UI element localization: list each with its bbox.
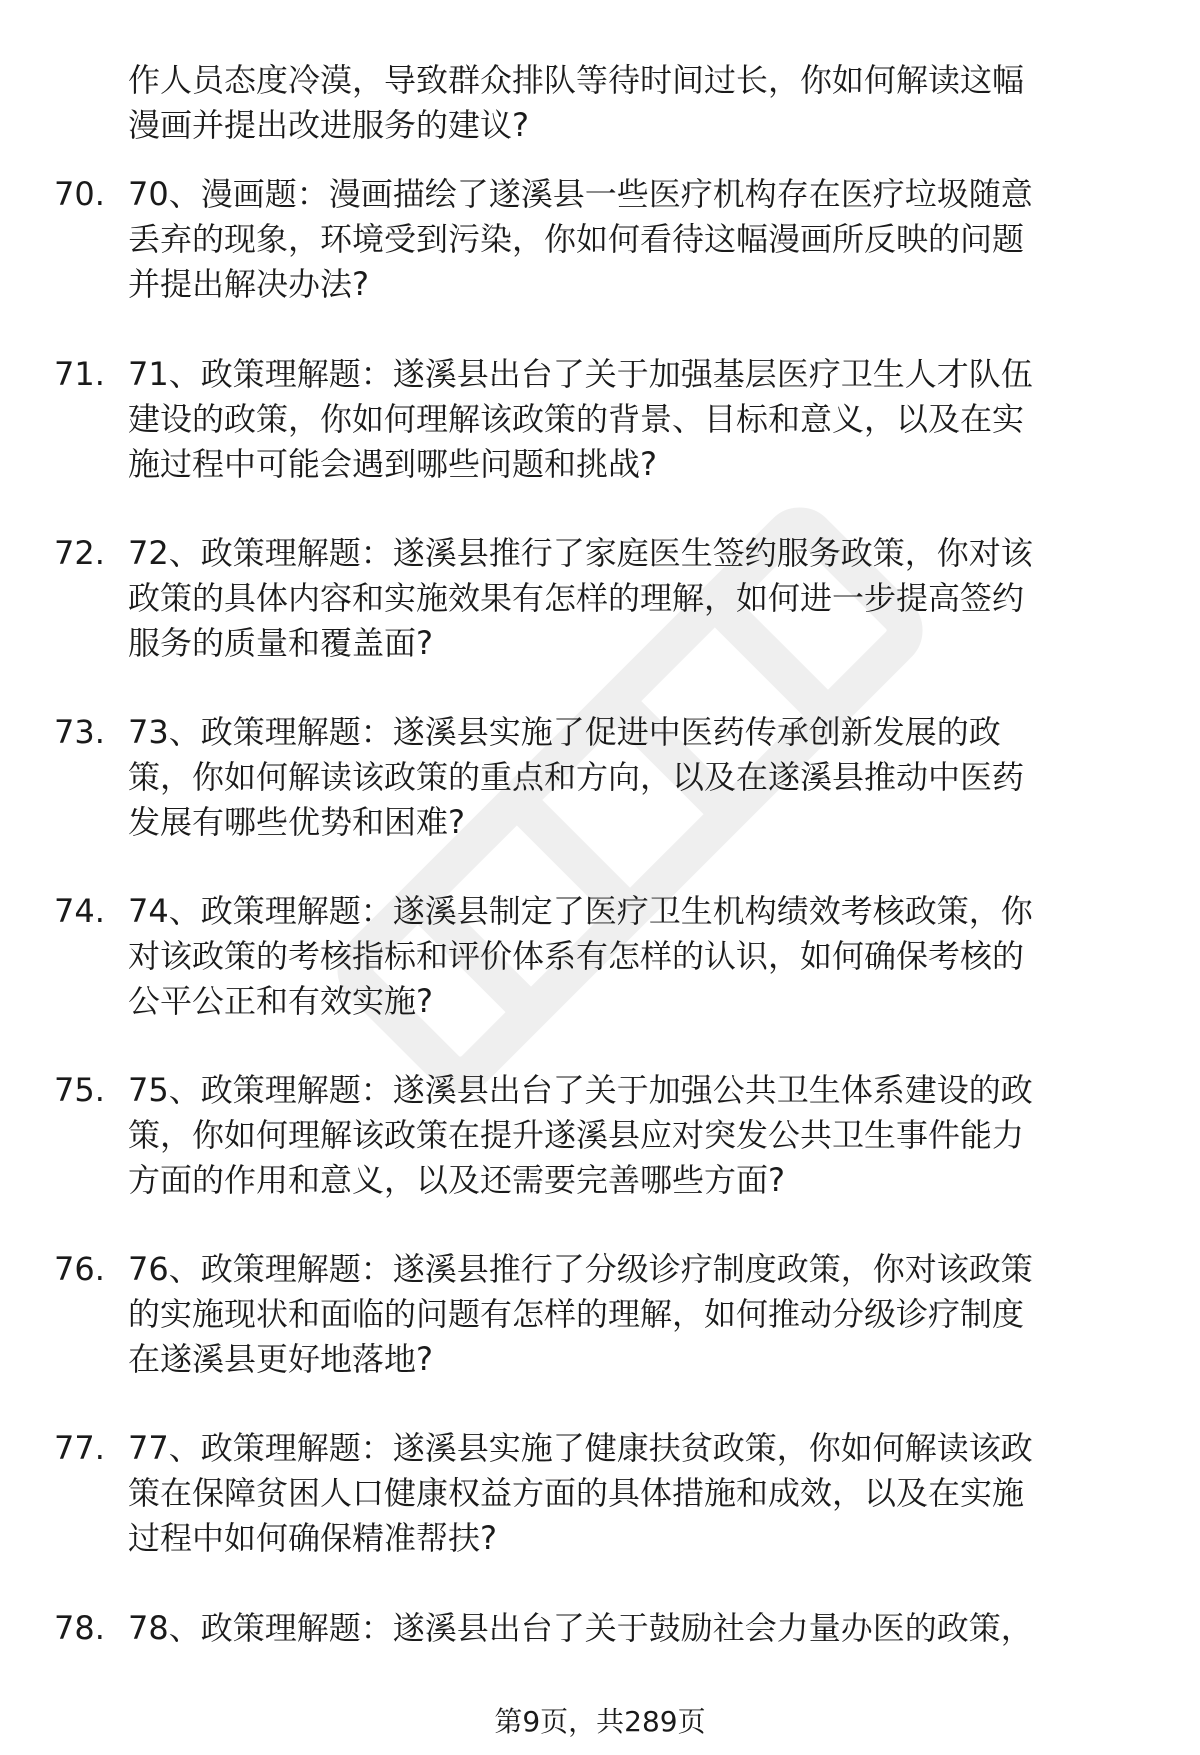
text-line: 公平公正和有效实施? — [128, 982, 433, 1020]
question-text — [128, 1426, 1158, 1561]
text-line: 策在保障贫困人口健康权益方面的具体措施和成效，以及在实施 — [128, 1474, 1025, 1512]
question-number: 75. — [54, 1071, 105, 1109]
text-line: 施过程中可能会遇到哪些问题和挑战? — [128, 445, 657, 483]
text-line: 在遂溪县更好地落地? — [128, 1340, 433, 1378]
text-line: 对该政策的考核指标和评价体系有怎样的认识，如何确保考核的 — [128, 937, 1025, 975]
text-line: 78、政策理解题：遂溪县出台了关于鼓励社会力量办医的政策， — [128, 1609, 1033, 1647]
text-line: 政策的具体内容和实施效果有怎样的理解，如何进一步提高签约 — [128, 579, 1025, 617]
question-number: 74. — [54, 892, 105, 930]
question-text — [128, 352, 1158, 487]
question-number: 77. — [54, 1429, 105, 1467]
text-line: 过程中如何确保精准帮扶? — [128, 1519, 497, 1557]
text-line: 策，你如何理解该政策在提升遂溪县应对突发公共卫生事件能力 — [128, 1116, 1025, 1154]
question-number: 72. — [54, 534, 105, 572]
text-line: 作人员态度冷漠，导致群众排队等待时间过长，你如何解读这幅 — [128, 61, 1025, 99]
text-line: 76、政策理解题：遂溪县推行了分级诊疗制度政策，你对该政策 — [128, 1250, 1033, 1288]
text-line: 72、政策理解题：遂溪县推行了家庭医生签约服务政策，你对该 — [128, 534, 1033, 572]
text-line: 77、政策理解题：遂溪县实施了健康扶贫政策，你如何解读该政 — [128, 1429, 1033, 1467]
text-line: 73、政策理解题：遂溪县实施了促进中医药传承创新发展的政 — [128, 713, 1001, 751]
text-line: 的实施现状和面临的问题有怎样的理解，如何推动分级诊疗制度 — [128, 1295, 1025, 1333]
question-text — [128, 172, 1158, 307]
text-line: 发展有哪些优势和困难? — [128, 803, 465, 841]
question-number: 78. — [54, 1609, 105, 1647]
text-line: 70、漫画题：漫画描绘了遂溪县一些医疗机构存在医疗垃圾随意 — [128, 175, 1033, 213]
question-text — [128, 1247, 1158, 1382]
text-line: 漫画并提出改进服务的建议? — [128, 106, 529, 144]
text-line: 策，你如何解读该政策的重点和方向，以及在遂溪县推动中医药 — [128, 758, 1025, 796]
question-text — [128, 531, 1158, 666]
question-text — [128, 710, 1158, 845]
text-line: 并提出解决办法? — [128, 265, 369, 303]
question-number: 76. — [54, 1250, 105, 1288]
question-text — [128, 889, 1158, 1024]
text-line: 71、政策理解题：遂溪县出台了关于加强基层医疗卫生人才队伍 — [128, 355, 1033, 393]
page-footer: 第9页，共289页 — [494, 1705, 706, 1738]
question-69-continuation — [128, 58, 1158, 148]
text-line: 75、政策理解题：遂溪县出台了关于加强公共卫生体系建设的政 — [128, 1071, 1033, 1109]
question-text — [128, 1068, 1158, 1203]
text-line: 方面的作用和意义，以及还需要完善哪些方面? — [128, 1161, 785, 1199]
text-line: 丢弃的现象，环境受到污染，你如何看待这幅漫画所反映的问题 — [128, 220, 1025, 258]
text-line: 74、政策理解题：遂溪县制定了医疗卫生机构绩效考核政策，你 — [128, 892, 1033, 930]
question-text — [128, 1606, 1158, 1651]
text-line: 建设的政策，你如何理解该政策的背景、目标和意义，以及在实 — [128, 400, 1025, 438]
text-line: 服务的质量和覆盖面? — [128, 624, 433, 662]
question-number: 71. — [54, 355, 105, 393]
question-number: 73. — [54, 713, 105, 751]
question-number: 70. — [54, 175, 105, 213]
